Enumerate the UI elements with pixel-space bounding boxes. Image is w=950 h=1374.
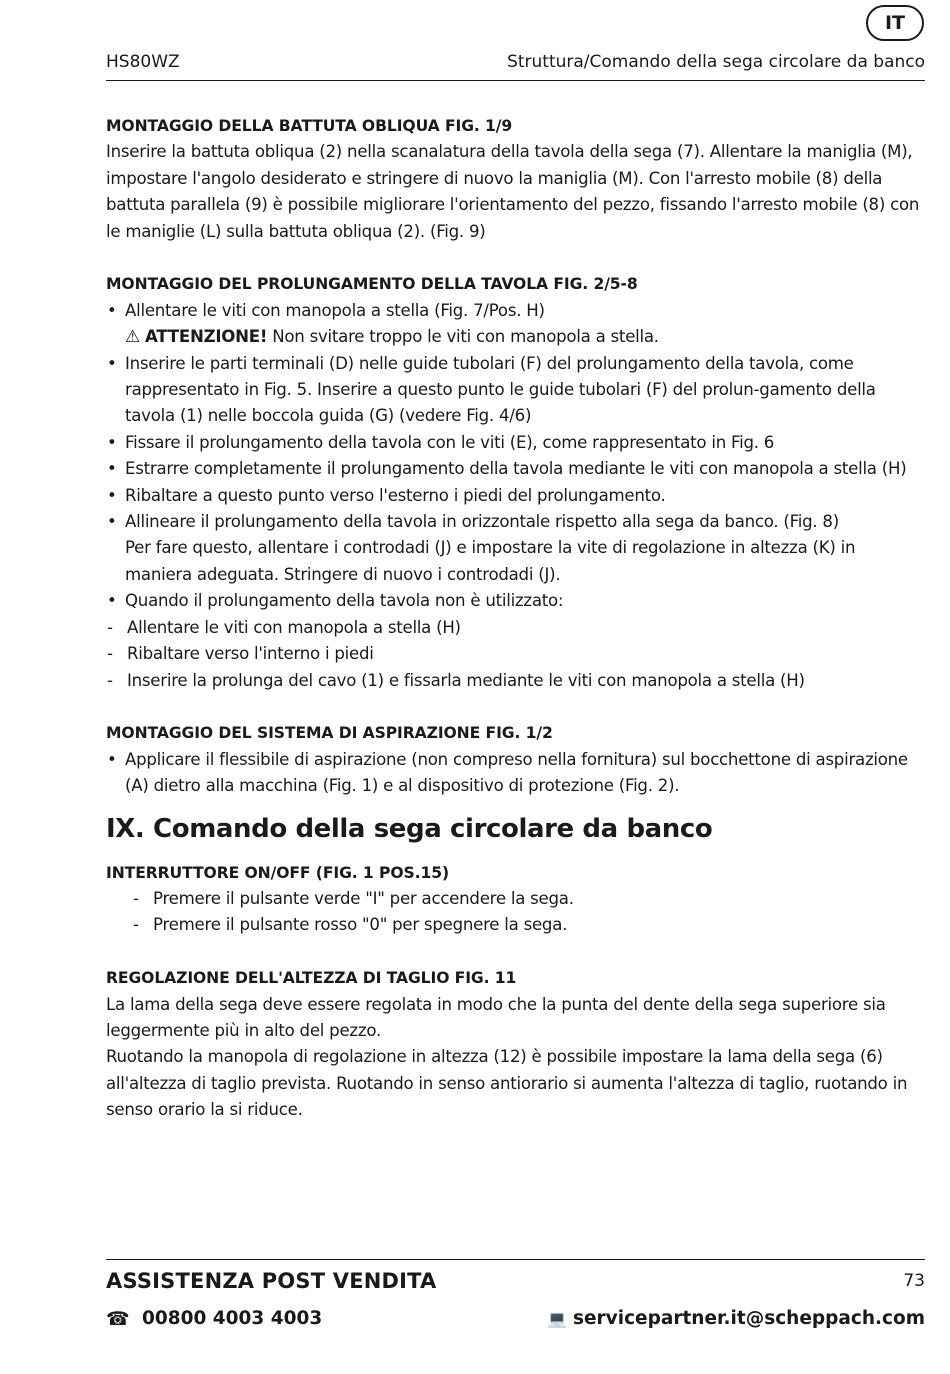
service-phone — [106, 1305, 322, 1333]
chapter-title: IX. Comando della sega circolare da banco — [106, 813, 713, 844]
list-item: - Premere il pulsante verde "I" per accendere la sega. — [106, 886, 925, 912]
page-content — [106, 113, 925, 1124]
section-heading: INTERRUTTORE ON/OFF (FIG. 1 POS.15) — [106, 863, 449, 882]
email-address: servicepartner.it@scheppach.com — [573, 1308, 925, 1329]
list-item: • Allentare le viti con manopola a stella (Fig. 7/Pos. H) ⚠ ATTENZIONE! Non svitare troppo le viti con manopola a stella. — [106, 298, 925, 351]
sub-list-item: - Inserire la prolunga del cavo (1) e fissarla mediante le viti con manopola a stella (H) — [106, 668, 925, 694]
section-suction — [106, 720, 925, 799]
list-item: • Quando il prolungamento della tavola non è utilizzato: — [106, 588, 925, 614]
list-item-note: Per fare questo, allentare i controdadi (J) e impostare la vite di regolazione in altezza (K) in maniera adeguata. Stringere di nuovo i controdadi (J). — [125, 538, 856, 584]
footer-divider — [106, 1259, 925, 1260]
section-heading: REGOLAZIONE DELL'ALTEZZA DI TAGLIO FIG. 11 — [106, 969, 517, 988]
phone-icon: ☎ — [106, 1308, 130, 1330]
list-item: - Premere il pulsante rosso "0" per spegnere la sega. — [106, 912, 925, 938]
section-heading: MONTAGGIO DEL PROLUNGAMENTO DELLA TAVOLA FIG. 2/5-8 — [106, 275, 638, 294]
paragraph: La lama della sega deve essere regolata in modo che la punta del dente della sega superiore sia leggermente più in alto del pezzo. — [106, 994, 886, 1040]
bullet-list — [106, 747, 925, 800]
paragraph: Ruotando la manopola di regolazione in altezza (12) è possibile impostare la lama della sega (6) all'altezza di taglio prevista. Ruotando in senso antiorario si aumenta l'altezza di taglio, ruotando in senso orario la si riduce. — [106, 1047, 908, 1120]
header-section-title: Struttura/Comando della sega circolare da banco — [507, 52, 925, 72]
footer-title: ASSISTENZA POST VENDITA — [106, 1269, 437, 1293]
list-item: • Inserire le parti terminali (D) nelle guide tubolari (F) del prolungamento della tavola, come rappresentato in Fig. 5. Inserire a questo punto le guide tubolari (F) del prolun-gamento della tavola (1) nelle boccola guida (G) (vedere Fig. 4/6) — [106, 351, 925, 430]
section-heading: MONTAGGIO DELLA BATTUTA OBLIQUA FIG. 1/9 — [106, 117, 513, 135]
section-oblique-stop — [106, 113, 925, 245]
phone-number: 00800 4003 4003 — [142, 1308, 323, 1329]
service-email — [547, 1305, 925, 1333]
warning-label: ATTENZIONE! — [145, 327, 268, 347]
list-item: • Applicare il flessibile di aspirazione (non compreso nella fornitura) sul bocchettone di aspirazione (A) dietro alla macchina (Fig. 1) e al dispositivo di protezione (Fig. 2). — [106, 747, 925, 800]
list-item: • Allineare il prolungamento della tavola in orizzontale rispetto alla sega da banco. (Fig. 8) Per fare questo, allentare i controdadi (J) e impostare la vite di regolazione in altezza (K) in maniera adeguata. Stringere di nuovo i controdadi (J). — [106, 509, 925, 588]
model-name: HS80WZ — [106, 52, 180, 72]
section-heading: MONTAGGIO DEL SISTEMA DI ASPIRAZIONE FIG. 1/2 — [106, 724, 553, 743]
warning-icon: ⚠ — [125, 327, 140, 348]
section-on-off-switch — [106, 860, 925, 939]
section-table-extension — [106, 271, 925, 694]
sub-list-item: - Allentare le viti con manopola a stella (H) — [106, 615, 925, 641]
section-cutting-height — [106, 965, 925, 1123]
paragraph: Inserire la battuta obliqua (2) nella scanalatura della tavola della sega (7). Allentare la maniglia (M), impostare l'angolo desiderato e stringere di nuovo la maniglia (M). Con l'arresto mobile (8) della battuta parallela (9) è possibile migliorare l'orientamento del pezzo, fissando l'arresto mobile (8) con le maniglie (L) sulla battuta obliqua (2). (Fig. 9) — [106, 142, 920, 241]
list-item: • Ribaltare a questo punto verso l'esterno i piedi del prolungamento. — [106, 483, 925, 509]
list-item: • Fissare il prolungamento della tavola con le viti (E), come rappresentato in Fig. 6 — [106, 430, 925, 456]
dash-list — [106, 615, 925, 694]
page-header — [106, 50, 925, 81]
computer-icon: 💻 — [547, 1309, 567, 1328]
page-number: 73 — [903, 1271, 925, 1291]
warning-text: Non svitare troppo le viti con manopola a stella. — [267, 327, 659, 347]
bullet-list — [106, 298, 925, 615]
list-item: • Estrarre completamente il prolungamento della tavola mediante le viti con manopola a stella (H) — [106, 456, 925, 482]
dash-list — [106, 886, 925, 939]
language-label: IT — [884, 12, 906, 34]
sub-list-item: - Ribaltare verso l'interno i piedi — [106, 641, 925, 667]
language-badge — [866, 5, 924, 41]
